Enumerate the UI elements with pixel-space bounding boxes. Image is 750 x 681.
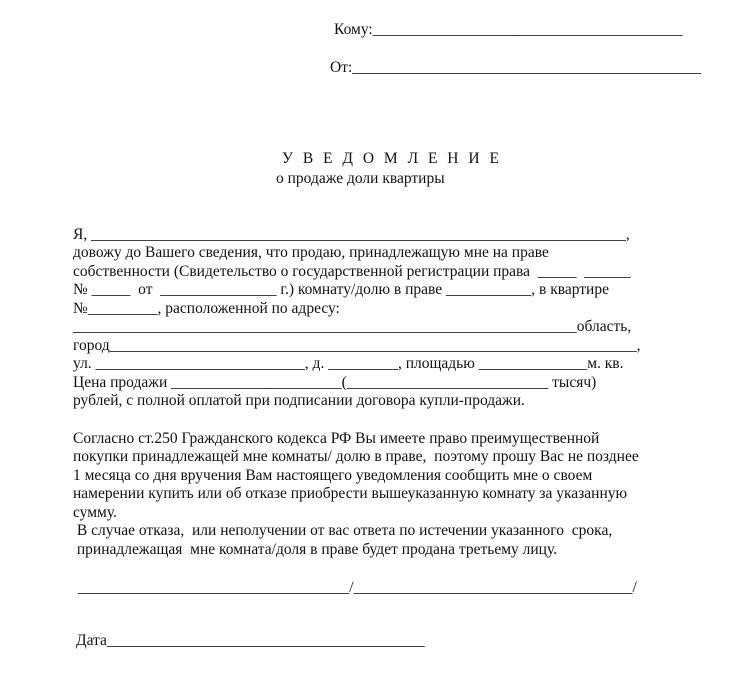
- para2-line-4: намерении купить или об отказе приобрести вышеуказанную комнату за указанную: [73, 485, 628, 502]
- body-line-7: город____________________________________________________________________,: [73, 337, 641, 354]
- para2-line-5: сумму.: [73, 504, 117, 521]
- sender-line: От:_____________________________________________: [330, 59, 702, 76]
- para2-line-2: покупки принадлежащей мне комнаты/ долю в праве, поэтому прошу Вас не позднее: [73, 448, 639, 465]
- para2-line-3: 1 месяца со дня вручения Вам настоящего уведомления сообщить мне о своем: [73, 467, 593, 484]
- para2-line-6: В случае отказа, или неполучении от вас ответа по истечении указанного срока,: [73, 522, 613, 539]
- signature-line: ___________________________________/____________________________________/: [78, 579, 637, 596]
- body-line-9: Цена продажи ______________________(__________________________ тысяч): [73, 374, 597, 391]
- body-line-2: довожу до Вашего сведения, что продаю, принадлежащую мне на праве: [73, 244, 549, 261]
- para2-line-1: Согласно ст.250 Гражданского кодекса РФ Вы имеете право преимущественной: [73, 430, 600, 447]
- body-line-6: _________________________________________________________________область,: [73, 318, 632, 335]
- recipient-line: Кому:________________________________________: [334, 21, 683, 38]
- document-title: У В Е Д О М Л Е Н И Е: [282, 150, 502, 167]
- body-line-10: рублей, с полной оплатой при подписании договора купли-продажи.: [73, 392, 525, 409]
- body-line-8: ул. ___________________________, д. _________, площадью ______________м. кв.: [73, 355, 624, 372]
- body-line-4: № _____ от _______________ г.) комнату/долю в праве ___________, в квартире: [73, 281, 609, 298]
- document-subtitle: о продаже доли квартиры: [276, 170, 445, 187]
- body-line-1: Я, _____________________________________________________________________,: [73, 226, 630, 243]
- body-line-5: №_________, расположенной по адресу:: [73, 300, 340, 317]
- para2-line-7: принадлежащая мне комната/доля в праве будет продана третьему лицу.: [73, 541, 558, 558]
- body-line-3: собственности (Свидетельство о государственной регистрации права _____ ______: [73, 263, 631, 280]
- date-line: Дата_________________________________________: [76, 632, 425, 649]
